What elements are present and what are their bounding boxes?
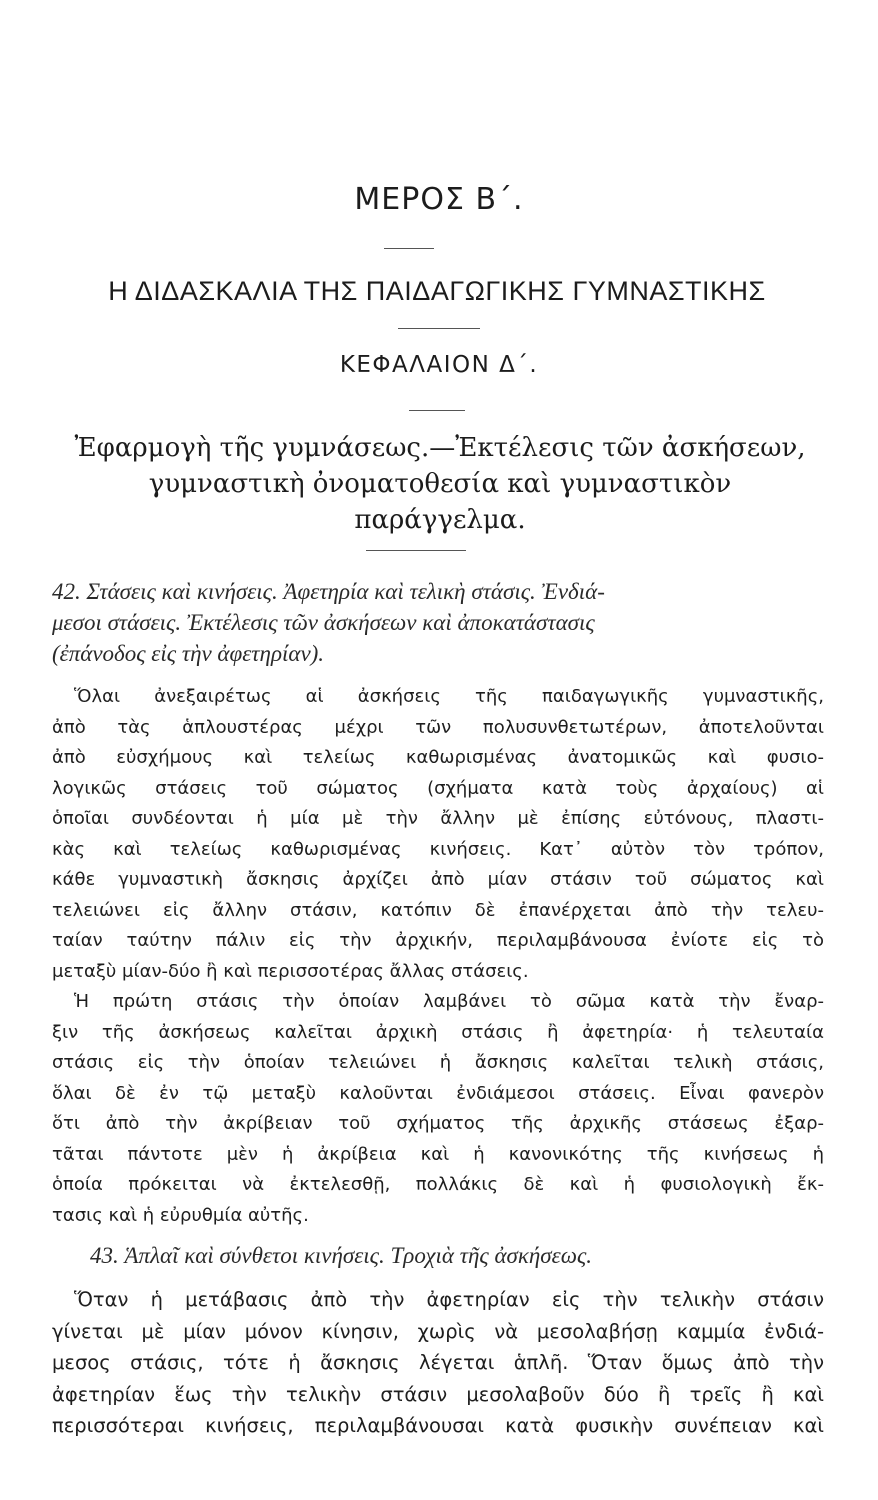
paragraph-line: τᾶται πάντοτε μὲν ἡ ἀκρίβεια καὶ ἡ κανονικότης τῆς κινήσεως ἡ bbox=[52, 1143, 824, 1165]
chapter-title: ΚΕΦΑΛΑΙΟΝ Δ΄. bbox=[339, 352, 539, 378]
section-heading-line: μεσοι στάσεις. Ἐκτέλεσις τῶν ἀσκήσεων καὶ ἀποκατάστασις bbox=[52, 610, 595, 635]
divider-rule bbox=[384, 248, 434, 249]
paragraph-line: ταίαν ταύτην πάλιν εἰς τὴν ἀρχικήν, περιλαμβάνουσα ἐνίοτε εἰς τὸ bbox=[52, 930, 824, 951]
paragraph-line: τασις καὶ ἡ εὐρυθμία αὐτῆς. bbox=[52, 1204, 309, 1226]
chapter-subtitle bbox=[60, 430, 820, 538]
paragraph-line: ἀπὸ εὐσχήμους καὶ τελείως καθωρισμένας ἀνατομικῶς καὶ φυσιο- bbox=[52, 747, 824, 768]
paragraph-line: κὰς καὶ τελείως καθωρισμένας κινήσεις. Κατ᾽ αὐτὸν τὸν τρόπον, bbox=[52, 838, 824, 860]
paragraph-line: ὅλαι δὲ ἐν τῷ μεταξὺ καλοῦνται ἐνδιάμεσοι στάσεις. Εἶναι φανερὸν bbox=[52, 1082, 824, 1104]
paragraph-line: γίνεται μὲ μίαν μόνον κίνησιν, χωρὶς νὰ μεσολαβήσῃ καμμία ἐνδιά- bbox=[52, 1319, 824, 1343]
paragraph-line: Ὅλαι ἀνεξαιρέτως αἱ ἀσκήσεις τῆς παιδαγωγικῆς γυμναστικῆς, bbox=[74, 686, 824, 707]
section-43-paragraph bbox=[52, 1284, 824, 1442]
paragraph-line: λογικῶς στάσεις τοῦ σώματος (σχήματα κατὰ τοὺς ἀρχαίους) αἱ bbox=[52, 777, 824, 799]
paragraph-line: μεσος στάσις, τότε ἡ ἄσκησις λέγεται ἁπλῆ. Ὅταν ὅμως ἀπὸ τὴν bbox=[52, 1351, 824, 1374]
paragraph-line: κάθε γυμναστικὴ ἄσκησις ἀρχίζει ἀπὸ μίαν στάσιν τοῦ σώματος καὶ bbox=[52, 869, 824, 890]
section-heading-line: 43. Ἁπλαῖ καὶ σύνθετοι κινήσεις. Τροχιὰ τῆς ἀσκήσεως. bbox=[90, 1243, 593, 1268]
book-title: Η ΔΙΔΑΣΚΑΛΙΑ ΤΗΣ ΠΑΙΔΑΓΩΓΙΚΗΣ ΓΥΜΝΑΣΤΙΚΗΣ bbox=[108, 276, 766, 306]
paragraph-line: ξιν τῆς ἀσκήσεως καλεῖται ἀρχικὴ στάσις ἢ ἀφετηρία· ἡ τελευταία bbox=[52, 1021, 824, 1043]
section-42-heading bbox=[52, 576, 824, 669]
paragraph-line: Ὅταν ἡ μετάβασις ἀπὸ τὴν ἀφετηρίαν εἰς τὴν τελικὴν στάσιν bbox=[74, 1288, 824, 1311]
section-heading-line: (ἐπάνοδος εἰς τὴν ἀφετηρίαν). bbox=[52, 641, 325, 666]
paragraph-line: περισσότεραι κινήσεις, περιλαμβάνουσαι κατὰ φυσικὴν συνέπειαν καὶ bbox=[52, 1414, 824, 1437]
chapter-subtitle-line: Ἐφαρμογὴ τῆς γυμνάσεως.—Ἐκτέλεσις τῶν ἀσκήσεων, bbox=[74, 433, 806, 463]
section-42-paragraph-2 bbox=[52, 987, 824, 1231]
paragraph-line: μεταξὺ μίαν-δύο ἢ καὶ περισσοτέρας ἄλλας στάσεις. bbox=[52, 960, 529, 982]
chapter-subtitle-line: γυμναστικὴ ὀνοματοθεσία καὶ γυμναστικὸν bbox=[148, 469, 732, 499]
paragraph-line: ἀπὸ τὰς ἁπλουστέρας μέχρι τῶν πολυσυνθετωτέρων, ἀποτελοῦνται bbox=[52, 716, 824, 738]
paragraph-line: Ἡ πρώτη στάσις τὴν ὁποίαν λαμβάνει τὸ σῶμα κατὰ τὴν ἔναρ- bbox=[74, 991, 824, 1012]
divider-rule bbox=[398, 328, 480, 329]
divider-rule bbox=[366, 550, 466, 551]
divider-rule bbox=[409, 410, 465, 411]
paragraph-line: ἀφετηρίαν ἕως τὴν τελικὴν στάσιν μεσολαβοῦν δύο ἢ τρεῖς ἢ καὶ bbox=[52, 1382, 824, 1406]
paragraph-line: ὁποία πρόκειται νὰ ἐκτελεσθῇ, πολλάκις δὲ καὶ ἡ φυσιολογικὴ ἔκ- bbox=[52, 1174, 824, 1195]
chapter-subtitle-line: παράγγελμα. bbox=[354, 505, 526, 535]
section-heading-line: 42. Στάσεις καὶ κινήσεις. Ἀφετηρία καὶ τελικὴ στάσις. Ἐνδιά- bbox=[52, 579, 605, 604]
paragraph-line: τελειώνει εἰς ἄλλην στάσιν, κατόπιν δὲ ἐπανέρχεται ἀπὸ τὴν τελευ- bbox=[52, 899, 824, 921]
paragraph-line: ὅτι ἀπὸ τὴν ἀκρίβειαν τοῦ σχήματος τῆς ἀρχικῆς στάσεως ἐξαρ- bbox=[52, 1113, 824, 1134]
paragraph-line: ὁποῖαι συνδέονται ἡ μία μὲ τὴν ἄλλην μὲ ἐπίσης εὐτόνους, πλαστι- bbox=[52, 808, 824, 829]
part-title: ΜΕΡΟΣ Β΄. bbox=[354, 182, 524, 217]
paragraph-line: στάσις εἰς τὴν ὁποίαν τελειώνει ἡ ἄσκησις καλεῖται τελικὴ στάσις, bbox=[52, 1052, 824, 1073]
section-43-heading bbox=[52, 1240, 824, 1271]
section-42-paragraph-1 bbox=[52, 682, 824, 987]
